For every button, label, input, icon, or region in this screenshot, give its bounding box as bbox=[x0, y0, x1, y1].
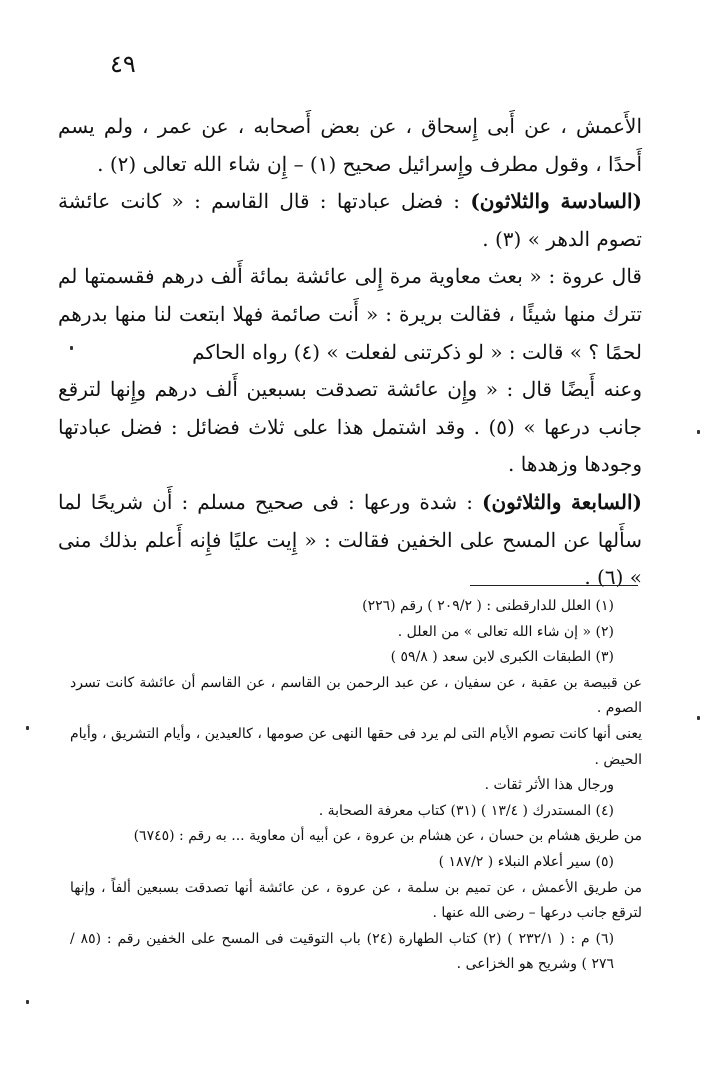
footnote-3-detail: عن قبيصة بن عقبة ، عن سفيان ، عن عبد الرحمن بن القاسم ، عن القاسم أن عائشة كانت تسرد الصوم . bbox=[70, 674, 642, 717]
footnote-5: (٥) سير أعلام النبلاء ( ١٨٧/٢ ) bbox=[438, 853, 614, 870]
paragraph-text: : فضل عبادتها : قال القاسم : « كانت عائشة تصوم الدهر » (٣) . bbox=[58, 189, 642, 251]
margin-mark bbox=[697, 430, 700, 434]
page-number: ٤٩ bbox=[110, 50, 136, 78]
margin-mark bbox=[697, 716, 700, 720]
paragraph-4 bbox=[58, 371, 642, 484]
paragraph-1 bbox=[58, 108, 642, 183]
footnote-separator bbox=[470, 585, 638, 586]
footnote-4-detail: من طريق هشام بن حسان ، عن هشام بن عروة ، عن أبيه أن معاوية ... به رقم : (٦٧٤٥) bbox=[133, 828, 642, 845]
footnote-2: (٢) « إن شاء الله تعالى » من العلل . bbox=[397, 623, 614, 640]
footnote-3: (٣) الطبقات الكبرى لابن سعد ( ٥٩/٨ ) bbox=[390, 649, 614, 666]
footnote-3-detail: ورجال هذا الأثر ثقات . bbox=[484, 777, 614, 794]
paragraph-text: وعنه أَيضًا قال : « وإِن عائشة تصدقت بسبعين أَلف درهم وإِنها لترقع جانب درعها » (٥) . وقد اشتمل هذا على ثلاث فضائل : فضل عبادتها وجودها وزهدها . bbox=[58, 377, 642, 477]
paragraph-text: الأَعمش ، عن أَبى إِسحاق ، عن بعض أَصحابه ، عن عمر ، ولم يسم أَحدًا ، وقول مطرف وإِسرائيل صحيح (١) – إِن شاء الله تعالى (٢) . bbox=[58, 114, 642, 176]
footnote-1: (١) العلل للدارقطنى : ( ٢٠٩/٢ ) رقم (٢٢٦) bbox=[362, 598, 614, 614]
paragraph-text: قال عروة : « بعث معاوية مرة إِلى عائشة بمائة أَلف درهم فقسمتها لم تترك منها شيئًا ، فقالت بريرة : « أَنت صائمة فهلا ابتعت لنا منها بدرهم لحمًا ؟ » قالت : « لو ذكرتنى لفعلت » (٤) رواه الحاكم bbox=[58, 264, 642, 364]
footnote-5-detail: من طريق الأعمش ، عن تميم بن سلمة ، عن عروة ، عن عائشة أنها تصدقت بسبعين ألفاً ، وإنها لترقع جانب درعها – رضى الله عنها . bbox=[70, 879, 642, 922]
paragraph-text: : شدة ورعها : فى صحيح مسلم : أَن شريحًا لما سأَلها عن المسح على الخفين فقالت : « إِيت عليًا فإِنه أَعلم بذلك منى » (٦) . bbox=[58, 489, 642, 590]
footnotes bbox=[70, 594, 642, 978]
section-heading: (السابعة والثلاثون) bbox=[482, 489, 643, 514]
footnote-3-detail: يعنى أنها كانت تصوم الأيام التى لم يرد فى حقها النهى عن صومها ، كالعيدين ، وأيام التشريق ، وأيام الحيض . bbox=[70, 725, 642, 768]
paragraph-2 bbox=[58, 183, 642, 258]
paragraph-5 bbox=[58, 484, 642, 597]
footnote-4: (٤) المستدرك ( ١٣/٤ ) (٣١) كتاب معرفة الصحابة . bbox=[318, 802, 614, 819]
paragraph-3 bbox=[58, 258, 642, 371]
margin-mark bbox=[70, 346, 73, 350]
section-heading: (السادسة والثلاثون) bbox=[470, 189, 642, 214]
footnote-6: (٦) م : ( ٢٣٢/١ ) (٢) كتاب الطهارة (٢٤) باب التوقيت فى المسح على الخفين رقم : (٨٥ / ٢٧٦ ) وشريح هو الخزاعى . bbox=[70, 930, 615, 973]
margin-mark bbox=[26, 1000, 29, 1004]
main-text bbox=[58, 108, 642, 597]
margin-mark bbox=[26, 726, 29, 730]
